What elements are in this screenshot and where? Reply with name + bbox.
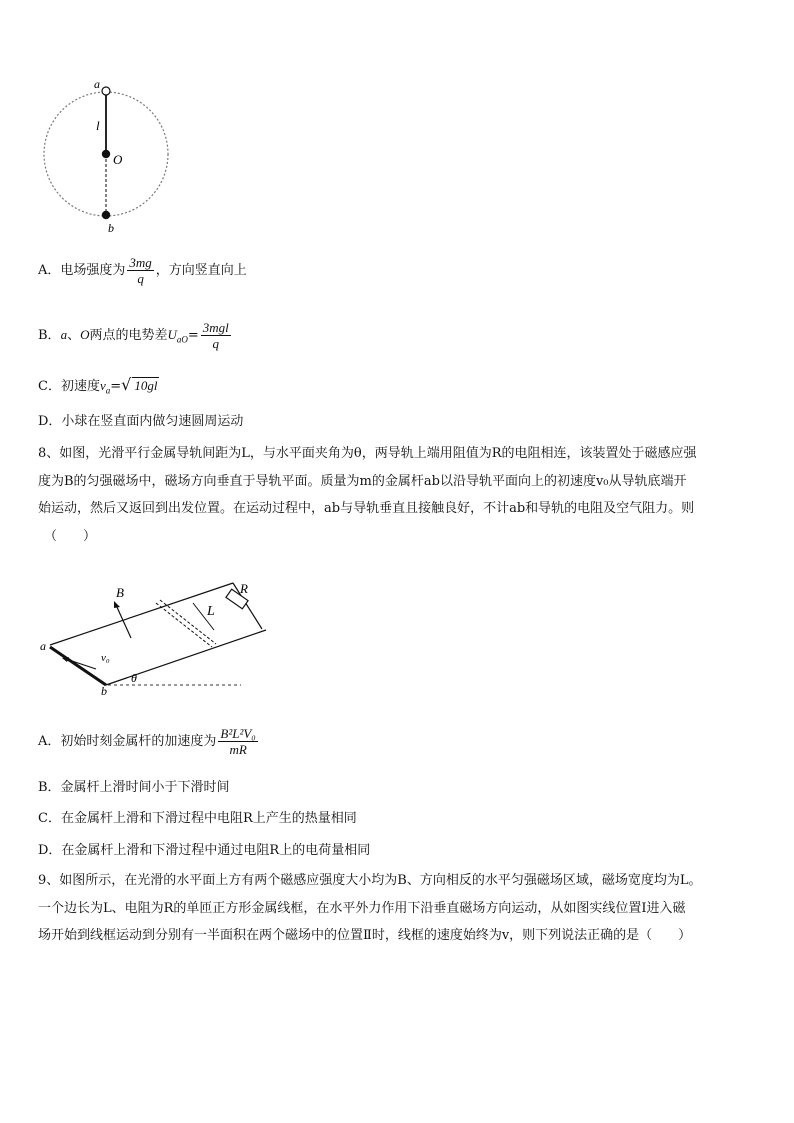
point-b — [102, 211, 110, 219]
q9-stem — [38, 867, 760, 950]
q8-stem-line: （ ） — [44, 528, 97, 544]
label-B: B — [116, 585, 124, 600]
label-theta: θ — [131, 671, 137, 685]
label-l: l — [96, 118, 100, 133]
label-a: a — [94, 77, 100, 91]
dashed-bar-1 — [156, 603, 212, 647]
point-a — [102, 87, 110, 95]
fraction: $\frac{3mg}{q}$ — [129, 255, 152, 286]
q8-option-d: D．在金属杆上滑和下滑过程中通过电阻R上的电荷量相同 — [38, 843, 371, 858]
fraction: $\frac{\text{3mgl}}{q}$ — [202, 320, 229, 351]
q8-stem-line: 度为B的匀强磁场中，磁场方向垂直于导轨平面。质量为m的金属杆ab以沿导轨平面向上的初速度v₀从导轨底端开 — [38, 473, 687, 489]
label-R: R — [240, 581, 248, 596]
q7-option-a: A．电场强度为 $\frac{3mg}{q}$ ，方向竖直向上 — [38, 255, 247, 286]
q9-stem-line: 9、如图所示，在光滑的水平面上方有两个磁感应强度大小均为B、方向相反的水平匀强磁场区域，磁场宽度均为L。 — [38, 873, 702, 888]
q9-stem-line: 一个边长为L、电阻为R的单匝正方形金属线框，在水平外力作用下沿垂直磁场方向运动，从如图实线位置Ⅰ进入磁 — [38, 900, 686, 916]
circle-figure — [36, 74, 176, 240]
label-v0: v₀ — [101, 652, 110, 664]
q8-stem-line: 始运动，然后又返回到出发位置。在运动过程中，ab与导轨垂直且接触良好，不计ab和导轨的电阻及空气阻力。则 — [38, 501, 695, 516]
label-L: L — [207, 604, 215, 619]
label-b: b — [101, 684, 107, 695]
label-O: O — [113, 152, 123, 167]
q8-option-b: B．金属杆上滑时间小于下滑时间 — [38, 780, 230, 795]
q8-stem — [38, 440, 760, 550]
q9-stem-line: 场开始到线框运动到分别有一半面积在两个磁场中的位置Ⅱ时，线框的速度始终为v，则下列说法正确的是（ ） — [38, 928, 692, 943]
q8-option-a: A．初始时刻金属杆的加速度为 $\frac{\text{B²L²V₀}}{mR}$ — [38, 726, 256, 757]
q7-option-b: B．a、O两点的电势差$U_{aO}=$ $\frac{\text{3mgl}}{q}$ — [38, 320, 229, 351]
q7-option-d: D．小球在竖直面内做匀速圆周运动 — [38, 414, 244, 429]
rails-figure — [36, 575, 276, 695]
label-a: a — [40, 639, 46, 653]
q7-option-c: C．初速度$v_a=√$ 10gl — [38, 375, 158, 396]
q8-stem-line: 8、如图，光滑平行金属导轨间距为L，与水平面夹角为θ，两导轨上端用阻值为R的电阻相连，该装置处于磁感应强 — [38, 446, 697, 461]
label-b: b — [108, 221, 114, 235]
point-O — [102, 150, 110, 158]
rail-lower — [106, 630, 266, 685]
rod-ab — [50, 647, 106, 685]
fraction: $\frac{\text{B²L²V₀}}{mR}$ — [220, 726, 256, 757]
q8-option-c: C．在金属杆上滑和下滑过程中电阻R上产生的热量相同 — [38, 811, 357, 826]
